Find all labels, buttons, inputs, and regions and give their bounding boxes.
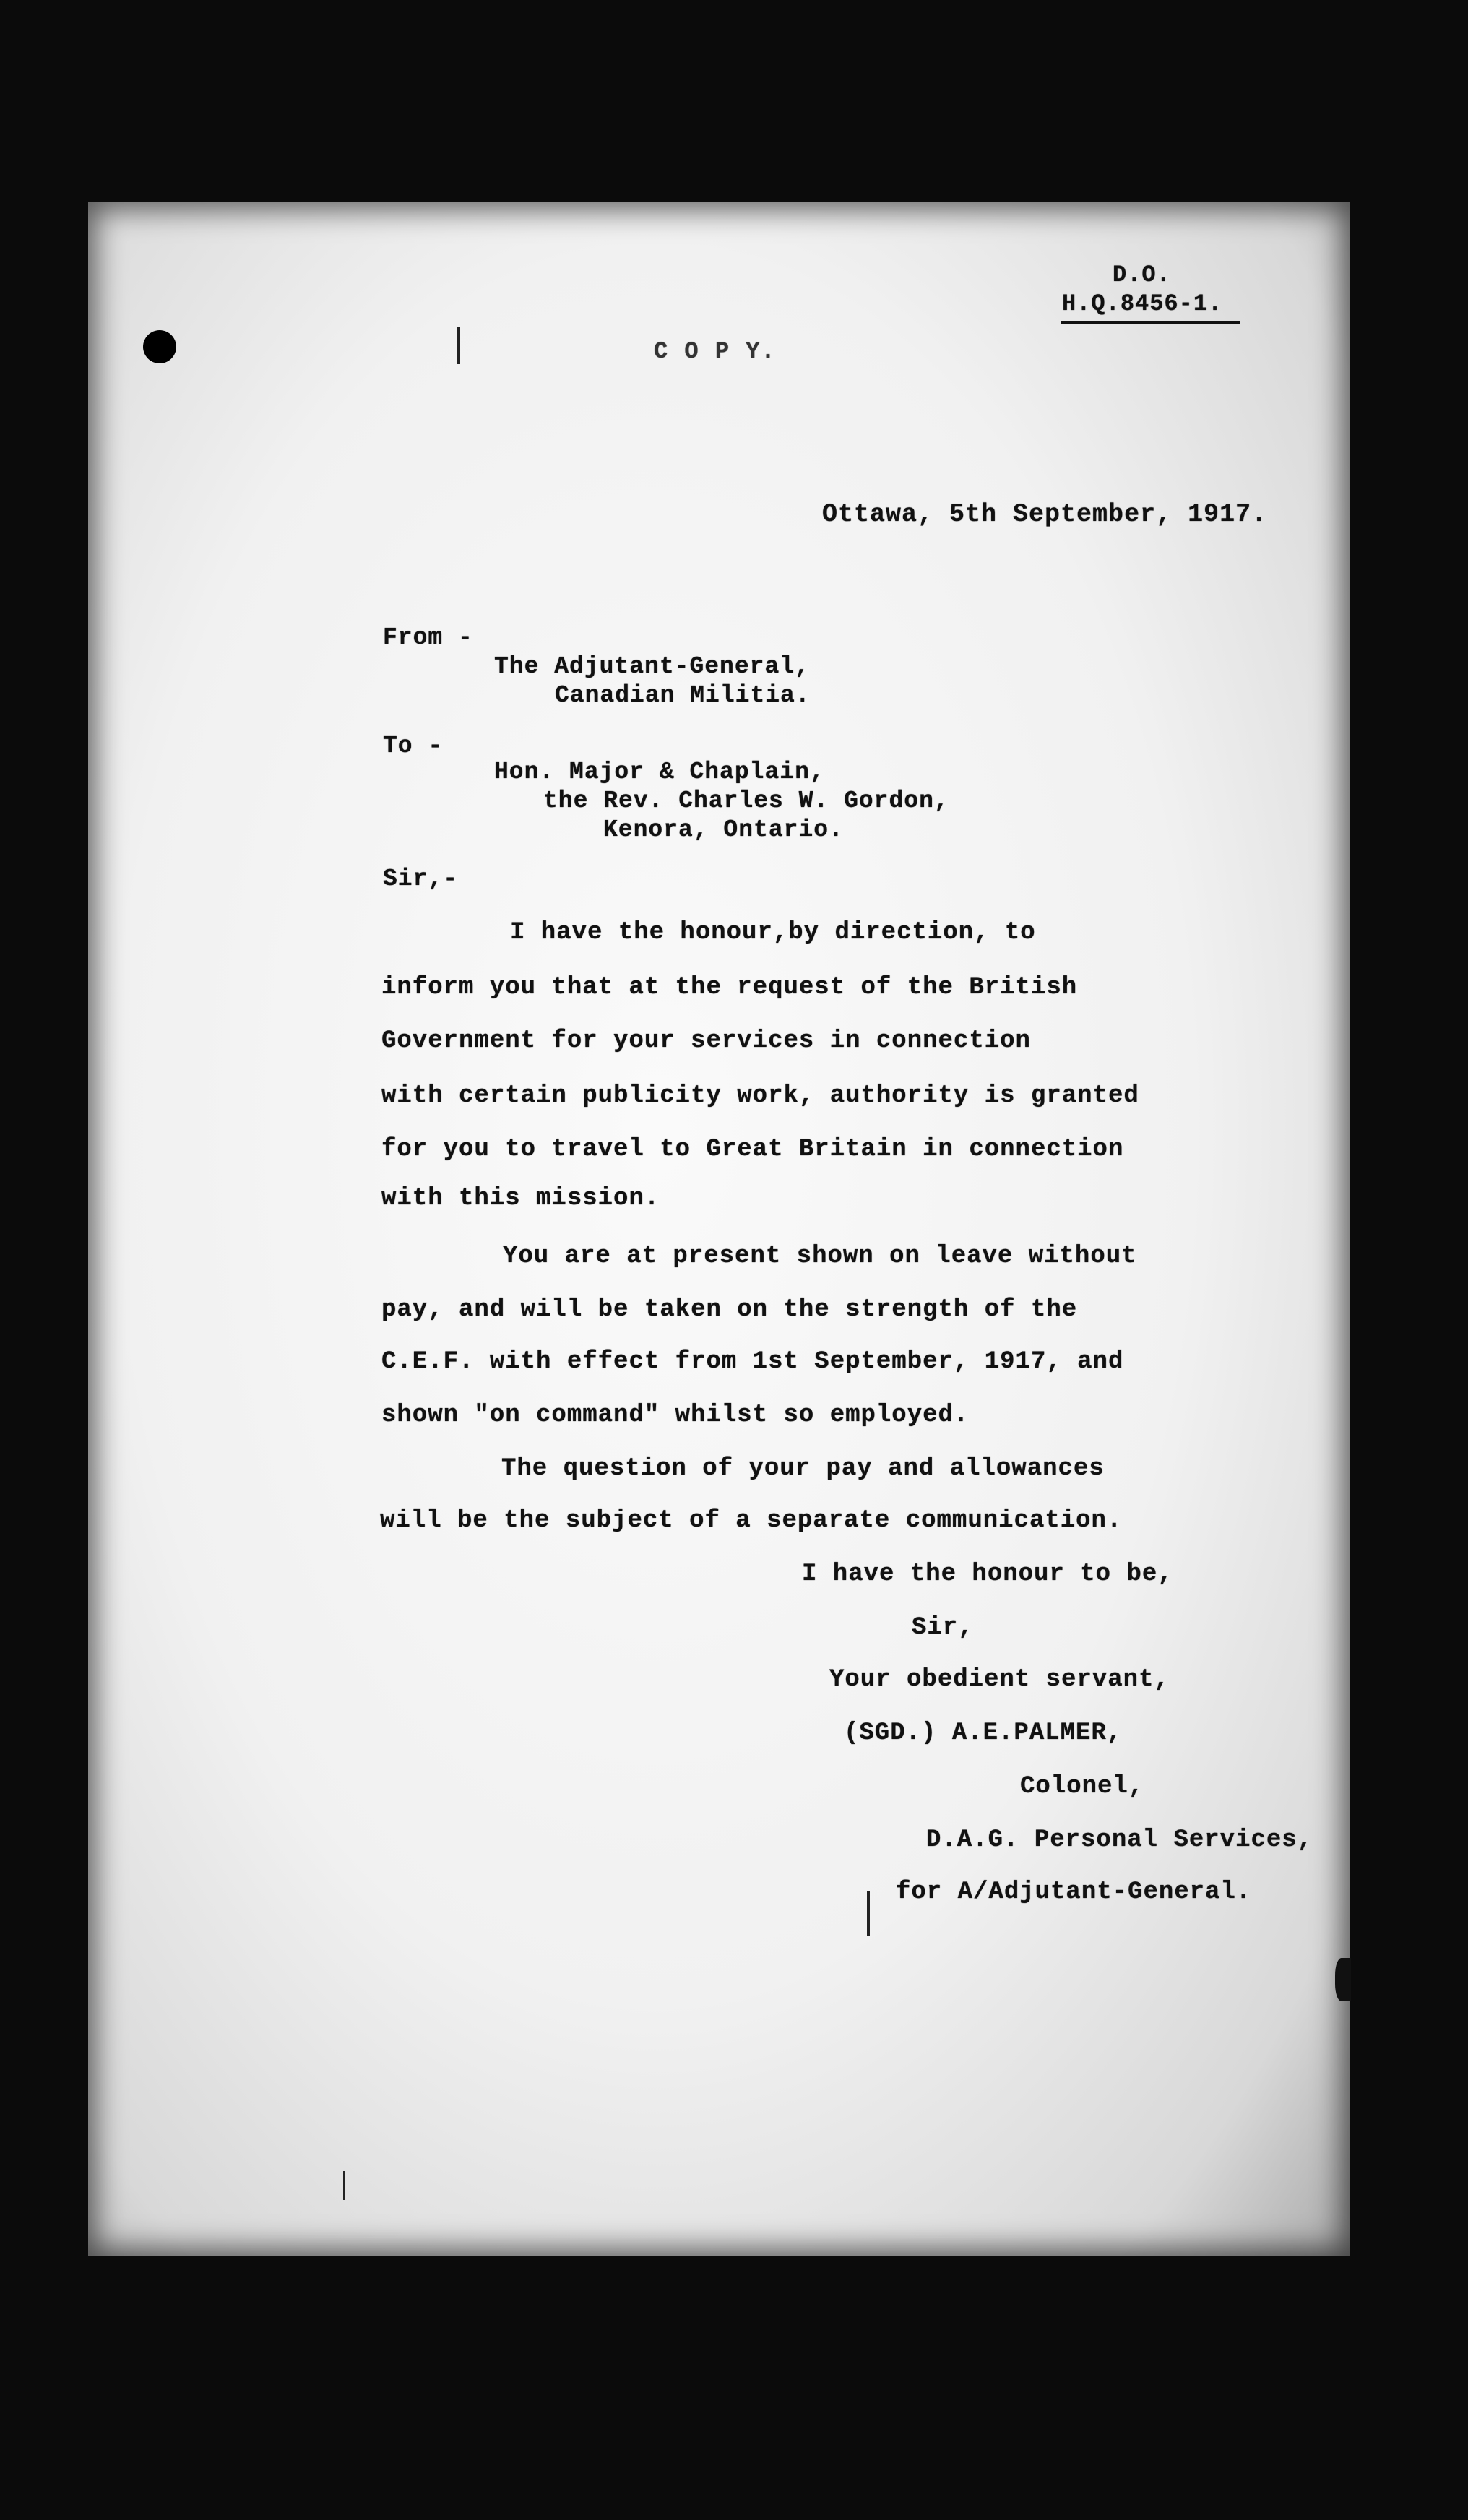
- signer-title: D.A.G. Personal Services,: [926, 1826, 1313, 1854]
- body-line: inform you that at the request of the British: [381, 974, 1078, 1001]
- file-ref-line2: H.Q.8456-1.: [1062, 290, 1223, 317]
- closing-line1: I have the honour to be,: [802, 1561, 1173, 1588]
- body-line: with this mission.: [381, 1185, 660, 1212]
- to-label: To -: [383, 733, 444, 759]
- salutation: Sir,-: [383, 866, 459, 892]
- file-ref-line1: D.O.: [1113, 262, 1171, 288]
- signature-line: (SGD.) A.E.PALMER,: [844, 1719, 1123, 1747]
- file-ref-underline: [1061, 321, 1240, 324]
- to-line1: Hon. Major & Chaplain,: [494, 759, 825, 785]
- body-line: will be the subject of a separate communication.: [380, 1507, 1123, 1535]
- pencil-mark: [457, 327, 460, 364]
- signer-rank: Colonel,: [1020, 1773, 1144, 1800]
- body-line: pay, and will be taken on the strength of the: [381, 1296, 1078, 1324]
- copy-heading: C O P Y.: [654, 338, 777, 365]
- from-line2: Canadian Militia.: [555, 682, 811, 709]
- from-label: From -: [383, 624, 473, 651]
- edge-stain: [1335, 1958, 1351, 2001]
- body-line: I have the honour,by direction, to: [510, 919, 1036, 946]
- signer-for-line: for A/Adjutant-General.: [896, 1878, 1252, 1906]
- body-line: for you to travel to Great Britain in connection: [381, 1136, 1124, 1163]
- closing-line3: Your obedient servant,: [829, 1666, 1170, 1693]
- to-line3: Kenora, Ontario.: [603, 816, 844, 843]
- closing-line2: Sir,: [912, 1614, 974, 1641]
- punch-hole: [143, 330, 176, 363]
- body-line: The question of your pay and allowances: [501, 1455, 1105, 1483]
- body-line: C.E.F. with effect from 1st September, 1917, and: [381, 1348, 1124, 1376]
- body-line: Government for your services in connection: [381, 1027, 1031, 1055]
- dateline: Ottawa, 5th September, 1917.: [822, 500, 1268, 529]
- from-line1: The Adjutant-General,: [494, 653, 810, 680]
- pencil-mark: [343, 2171, 345, 2200]
- pencil-mark: [867, 1891, 870, 1936]
- body-line: shown "on command" whilst so employed.: [381, 1402, 970, 1429]
- body-line: You are at present shown on leave without: [503, 1243, 1137, 1270]
- body-line: with certain publicity work, authority is granted: [381, 1082, 1139, 1110]
- to-line2: the Rev. Charles W. Gordon,: [543, 788, 949, 814]
